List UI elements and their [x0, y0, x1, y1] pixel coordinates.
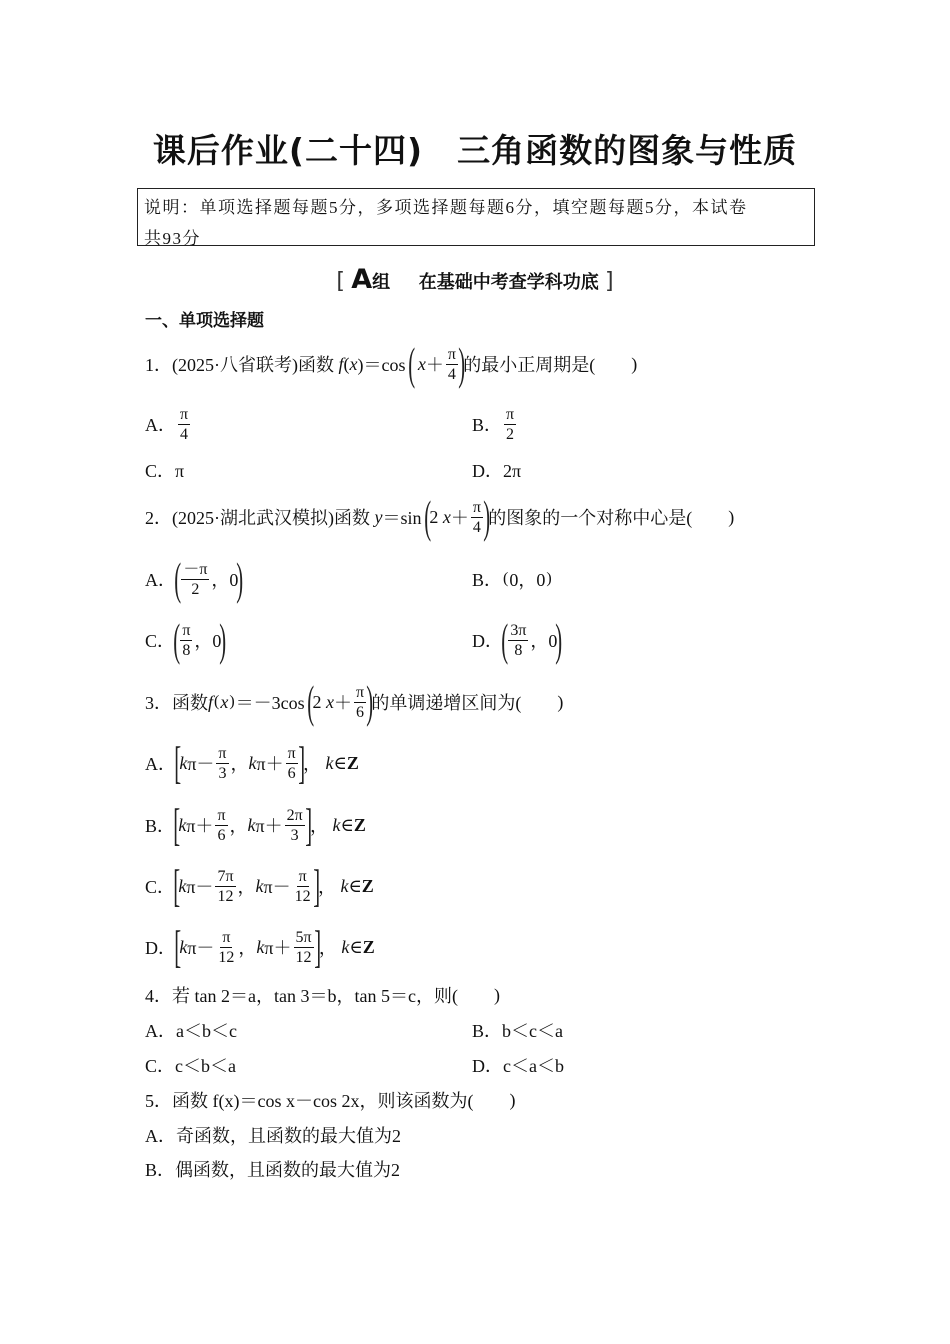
group-suffix: 组 [372, 272, 391, 293]
group-header: [ A组 在基础中考查学科功底 ] [336, 264, 614, 295]
question-3: 3． 函数 f ( x ) ＝－3cos ( 2 x ＋ $\frac{\pi}{6}$ ) 的单调递增区间为( ) [145, 676, 564, 727]
question-5: 5． 函数 f(x)＝cos x－cos 2x，则该函数为( ) [145, 1089, 516, 1111]
group-letter: A [351, 264, 373, 295]
q3-option-a[interactable]: A． [ k π－ $\frac{\pi}{3}$ ， k π＋ $\frac{\pi}{6}$ ] ， k ∈ Z [145, 737, 359, 788]
q1-option-b[interactable]: B． $\frac{\pi}{2}$ [472, 405, 515, 443]
q1-option-c[interactable]: C．π [145, 461, 185, 481]
q4-option-b[interactable]: B．b＜c＜a [472, 1021, 563, 1041]
q3-option-d[interactable]: D． [ k π－ $\frac{\pi}{12}$ ， k π＋ $\frac{5\pi}{12}$ ] ， k ∈ Z [145, 921, 375, 972]
q3-option-b[interactable]: B． [ k π＋ $\frac{\pi}{6}$ ， k π＋ $\frac{2\pi}{3}$ ] ， k ∈ Z [145, 799, 366, 850]
q3-option-c[interactable]: C． [ k π－ $\frac{7\pi}{12}$ ， k π－ $\frac{\pi}{12}$ ] ， k ∈ Z [145, 860, 374, 911]
q1-option-a[interactable]: A． $\frac{\pi}{4}$ [145, 405, 189, 443]
q5-option-b[interactable]: B．偶函数，且函数的最大值为2 [145, 1160, 401, 1180]
fraction: $\frac{\pi}{4}$ [447, 345, 456, 383]
question-2: 2． (2025·湖北武汉模拟)函数 y ＝sin ( 2 x ＋ $\frac{\pi}{4}$ ) 的图象的一个对称中心是( ) [145, 491, 735, 542]
question-1: 1． (2025·八省联考)函数 f ( x )＝cos ( x ＋ $\frac{\pi}{4}$ ) 的最小正周期是( ) [145, 338, 638, 389]
q2-option-d[interactable]: D． ( $\frac{3\pi}{8}$ ，0 ) [472, 614, 563, 665]
q1-option-d[interactable]: D．2π [472, 461, 522, 481]
section-heading: 一、单项选择题 [145, 310, 264, 331]
q4-option-c[interactable]: C．c＜b＜a [145, 1056, 236, 1076]
instructions-line-2: 共93分 [144, 229, 201, 248]
instructions-line-1: 说明：单项选择题每题5分，多项选择题每题6分，填空题每题5分，本试卷 [144, 198, 748, 217]
instructions-box [137, 188, 815, 246]
q4-option-a[interactable]: A．a＜b＜c [145, 1021, 237, 1041]
q2-option-b[interactable]: B． ( 0，0 ) [472, 570, 552, 590]
q2-option-a[interactable]: A． ( $\frac{-\pi}{2}$ ，0 ) [145, 553, 244, 604]
q2-option-c[interactable]: C． ( $\frac{\pi}{8}$ ，0 ) [145, 614, 227, 665]
question-4: 4． 若 tan 2＝a，tan 3＝b，tan 5＝c，则( ) [145, 984, 500, 1006]
q4-option-d[interactable]: D．c＜a＜b [472, 1056, 564, 1076]
q5-option-a[interactable]: A．奇函数，且函数的最大值为2 [145, 1126, 401, 1146]
group-title: 在基础中考查学科功底 [418, 272, 599, 293]
page-title: 课后作业(二十四) 三角函数的图象与性质 [152, 131, 798, 170]
